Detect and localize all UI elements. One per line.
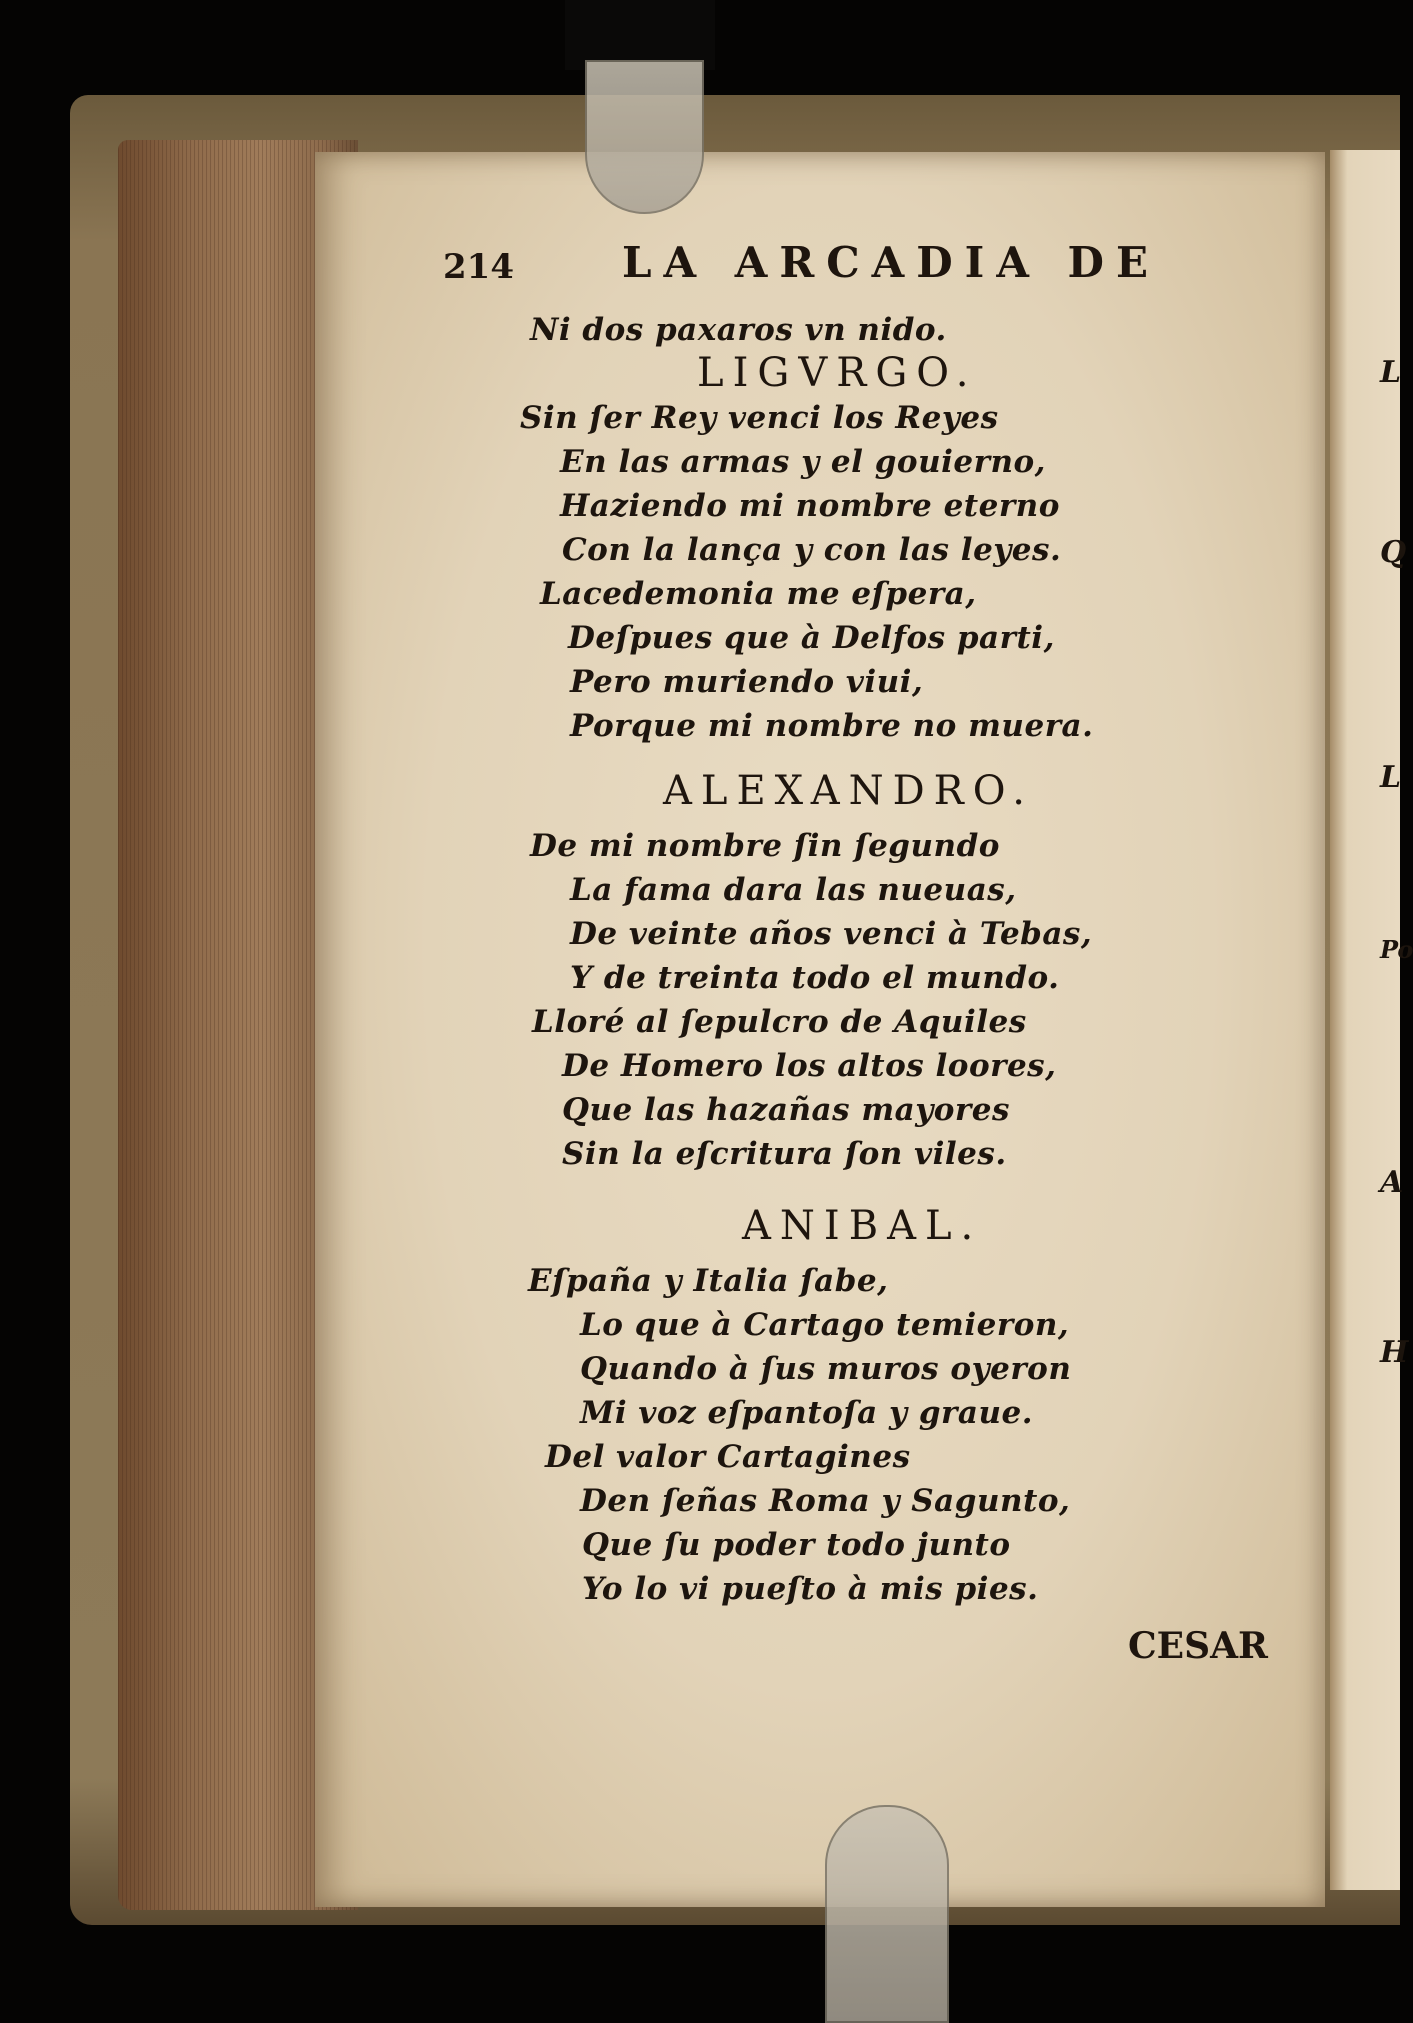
facing-letter: Po <box>1380 935 1413 964</box>
verse-line: Sin la eſcritura ſon viles. <box>562 1136 1007 1172</box>
verse-line: Den ſeñas Roma y Sagunto, <box>580 1483 1071 1519</box>
page-number: 214 <box>443 247 514 287</box>
speaker-heading: ALEXANDRO. <box>663 768 1034 814</box>
facing-letter: A <box>1380 1165 1404 1200</box>
verse-line: Ni dos paxaros vn nido. <box>530 312 947 348</box>
page-clip-top <box>585 60 704 214</box>
speaker-heading: ANIBAL. <box>742 1203 983 1249</box>
verse-line: De Homero los altos loores, <box>562 1048 1057 1084</box>
verse-line: Lacedemonia me eſpera, <box>540 576 977 612</box>
verse-line: Con la lança y con las leyes. <box>562 532 1062 568</box>
verse-line: Yo lo vi pueſto à mis pies. <box>582 1571 1039 1607</box>
verse-line: La fama dara las nueuas, <box>570 872 1017 908</box>
verse-line: Pero muriendo viui, <box>570 664 924 700</box>
verse-line: De mi nombre ſin ſegundo <box>530 828 1000 864</box>
facing-letter: L <box>1380 355 1402 390</box>
verse-line: Y de treinta todo el mundo. <box>570 960 1060 996</box>
verse-line: Lo que à Cartago temieron, <box>580 1307 1070 1343</box>
page-clip-bottom <box>825 1805 949 2023</box>
verse-line: Del valor Cartagines <box>545 1439 911 1475</box>
speaker-heading: LIGVRGO. <box>697 350 978 396</box>
facing-letter: H <box>1380 1335 1409 1370</box>
verse-line: Deſpues que à Delfos parti, <box>568 620 1055 656</box>
catchword: CESAR <box>1128 1625 1268 1667</box>
verse-line: Lloré al ſepulcro de Aquiles <box>532 1004 1027 1040</box>
verse-line: Que ſu poder todo junto <box>582 1527 1011 1563</box>
verse-line: Que las hazañas mayores <box>562 1092 1010 1128</box>
verse-line: De veinte años venci à Tebas, <box>570 916 1093 952</box>
verse-line: Eſpaña y Italia ſabe, <box>528 1263 889 1299</box>
facing-letter: Q <box>1380 535 1407 570</box>
verse-line: Sin ſer Rey venci los Reyes <box>520 400 999 436</box>
verse-line: En las armas y el gouierno, <box>560 444 1046 480</box>
verse-line: Haziendo mi nombre eterno <box>560 488 1060 524</box>
running-head: LA ARCADIA DE <box>622 238 1160 287</box>
verse-line: Quando à ſus muros oyeron <box>580 1351 1072 1387</box>
facing-letter: L <box>1380 760 1402 795</box>
verse-line: Porque mi nombre no muera. <box>570 708 1094 744</box>
verse-line: Mi voz eſpantoſa y graue. <box>580 1395 1033 1431</box>
facing-page <box>1330 150 1400 1890</box>
